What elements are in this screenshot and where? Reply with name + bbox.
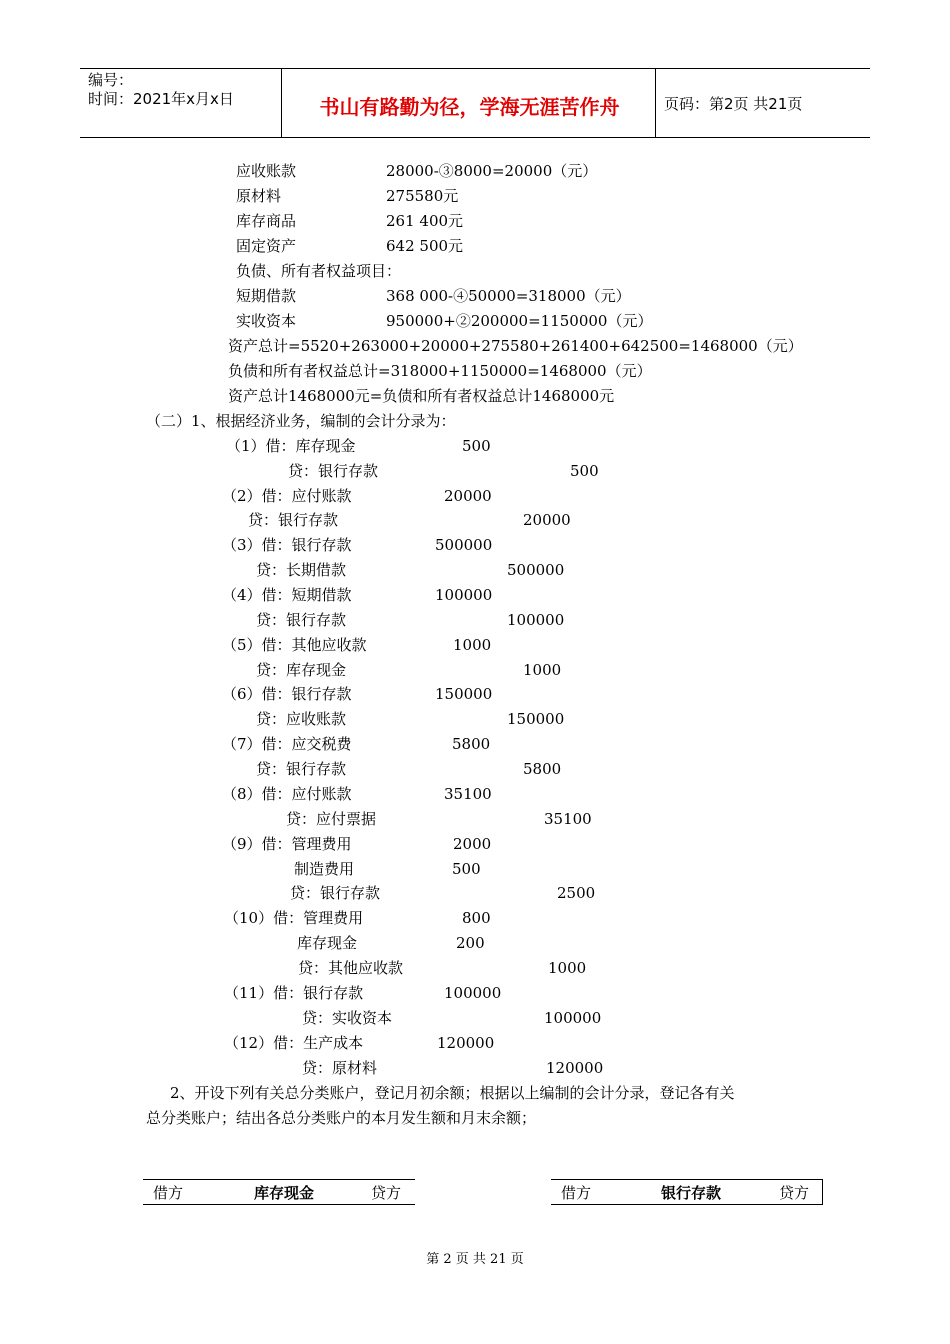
entry-amount: 20000: [523, 511, 571, 529]
header-meta: [88, 71, 234, 109]
entry-label: 贷：银行存款: [288, 462, 379, 480]
entry-amount: 20000: [444, 487, 492, 505]
entry-amount: 120000: [437, 1034, 495, 1052]
liability-value: 368 000-④50000=318000（元）: [386, 287, 631, 305]
entry-amount: 35100: [444, 785, 492, 803]
header-divider: [655, 69, 656, 137]
entry-label: （7）借：应交税费: [222, 735, 352, 753]
entry-amount: 500000: [507, 561, 565, 579]
balance-value: 28000-③8000=20000（元）: [386, 162, 598, 180]
entry-amount: 800: [462, 909, 491, 927]
entry-label: 贷：应收账款: [256, 710, 347, 728]
entry-label: 贷：银行存款: [256, 760, 347, 778]
liabilities-heading: 负债、所有者权益项目：: [236, 262, 402, 280]
entry-label: （9）借：管理费用: [222, 835, 352, 853]
liability-name: 实收资本: [236, 312, 297, 330]
entry-label: （12）借：生产成本: [224, 1034, 364, 1052]
entry-label: 贷：库存现金: [256, 661, 347, 679]
entry-label: 贷：长期借款: [256, 561, 347, 579]
entry-label: 贷：其他应收款: [298, 959, 404, 977]
entry-amount: 100000: [444, 984, 502, 1002]
page-header: [80, 68, 870, 138]
entry-amount: 500: [570, 462, 599, 480]
account-credit-label: 贷方: [779, 1184, 810, 1202]
account-credit-label: 贷方: [371, 1184, 402, 1202]
entry-amount: 120000: [546, 1059, 604, 1077]
entry-label: （1）借：库存现金: [226, 437, 356, 455]
entry-label: 贷：银行存款: [290, 884, 381, 902]
entry-amount: 1000: [548, 959, 587, 977]
account-debit-label: 借方: [153, 1184, 184, 1202]
paragraph-line: 总分类账户；结出各总分类账户的本月发生额和月末余额；: [146, 1109, 537, 1127]
entry-amount: 35100: [544, 810, 592, 828]
entry-label: 贷：实收资本: [302, 1009, 393, 1027]
entry-label: 贷：银行存款: [248, 511, 339, 529]
header-divider: [281, 69, 282, 137]
entry-amount: 5800: [523, 760, 562, 778]
entry-amount: 100000: [435, 586, 493, 604]
entry-label: （6）借：银行存款: [222, 685, 352, 703]
header-page-number: 页码：第2页 共21页: [664, 95, 803, 113]
total-line: 资产总计=5520+263000+20000+275580+261400+642500=1468000（元）: [228, 337, 803, 355]
entry-label: （3）借：银行存款: [222, 536, 352, 554]
number-label: 编号：: [88, 71, 134, 89]
entry-label: （8）借：应付账款: [222, 785, 352, 803]
balance-name: 应收账款: [236, 162, 297, 180]
entry-label: （10）借：管理费用: [224, 909, 364, 927]
entry-amount: 150000: [435, 685, 493, 703]
account-title: 库存现金: [254, 1184, 315, 1202]
entry-amount: 100000: [507, 611, 565, 629]
liability-value: 950000+②200000=1150000（元）: [386, 312, 653, 330]
section-title: （二）1、根据经济业务，编制的会计分录为：: [146, 412, 456, 430]
entry-amount: 2000: [453, 835, 492, 853]
account-title: 银行存款: [661, 1184, 722, 1202]
balance-value: 642 500元: [386, 237, 464, 255]
entry-amount: 500: [452, 860, 481, 878]
paragraph-line: 2、开设下列有关总分类账户，登记月初余额；根据以上编制的会计分录，登记各有关: [170, 1084, 735, 1102]
account-bottom-rule: [551, 1204, 823, 1205]
entry-label: 制造费用: [294, 860, 355, 878]
balance-value: 275580元: [386, 187, 459, 205]
entry-amount: 5800: [452, 735, 491, 753]
account-top-rule: [551, 1179, 823, 1180]
account-debit-label: 借方: [561, 1184, 592, 1202]
entry-label: 贷：应付票据: [286, 810, 377, 828]
page-footer: 第 2 页 共 21 页: [426, 1252, 524, 1267]
entry-label: （2）借：应付账款: [222, 487, 352, 505]
total-line: 资产总计1468000元=负债和所有者权益总计1468000元: [228, 387, 615, 405]
entry-label: 贷：原材料: [302, 1059, 378, 1077]
entry-amount: 500: [462, 437, 491, 455]
balance-name: 库存商品: [236, 212, 297, 230]
account-edge: [822, 1179, 823, 1205]
entry-label: （5）借：其他应收款: [222, 636, 367, 654]
entry-label: 贷：银行存款: [256, 611, 347, 629]
entry-amount: 150000: [507, 710, 565, 728]
liability-name: 短期借款: [236, 287, 297, 305]
date-label: 时间：2021年x月x日: [88, 90, 234, 108]
entry-amount: 500000: [435, 536, 493, 554]
entry-amount: 100000: [544, 1009, 602, 1027]
entry-label: 库存现金: [297, 934, 358, 952]
entry-amount: 200: [456, 934, 485, 952]
entry-amount: 2500: [557, 884, 596, 902]
header-motto: 书山有路勤为径，学海无涯苦作舟: [319, 95, 620, 119]
balance-name: 固定资产: [236, 237, 297, 255]
account-bottom-rule: [143, 1204, 415, 1205]
total-line: 负债和所有者权益总计=318000+1150000=1468000（元）: [228, 362, 652, 380]
entry-label: （4）借：短期借款: [222, 586, 352, 604]
entry-label: （11）借：银行存款: [224, 984, 364, 1002]
balance-value: 261 400元: [386, 212, 464, 230]
account-top-rule: [143, 1179, 415, 1180]
balance-name: 原材料: [236, 187, 282, 205]
entry-amount: 1000: [523, 661, 562, 679]
entry-amount: 1000: [453, 636, 492, 654]
